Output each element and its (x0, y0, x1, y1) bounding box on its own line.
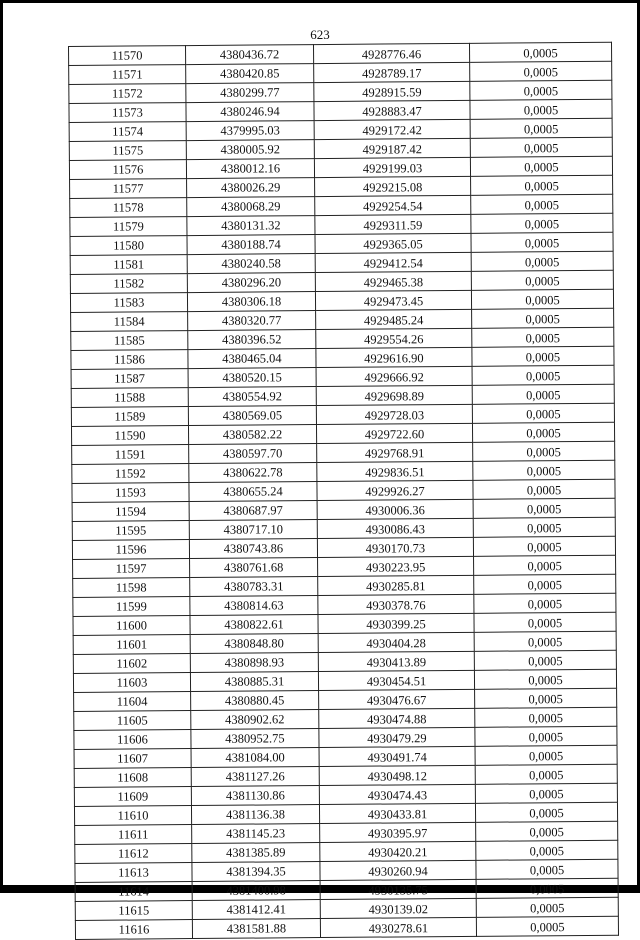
point-number-cell: 11608 (74, 768, 191, 788)
y-coordinate-cell: 4930476.67 (319, 689, 475, 709)
point-number-cell: 11592 (72, 464, 189, 484)
x-coordinate-cell: 4380822.61 (190, 615, 318, 635)
page-number: 623 (310, 27, 330, 42)
x-coordinate-cell: 4380240.58 (187, 254, 315, 274)
x-coordinate-cell: 4381581.88 (192, 919, 320, 939)
value-cell: 0,0005 (472, 384, 614, 404)
value-cell: 0,0005 (472, 308, 614, 328)
x-coordinate-cell: 4380655.24 (189, 482, 317, 502)
value-cell: 0,0005 (475, 802, 617, 822)
x-coordinate-cell: 4379995.03 (186, 121, 314, 141)
y-coordinate-cell: 4929311.59 (315, 214, 471, 234)
value-cell: 0,0005 (476, 840, 618, 860)
value-cell: 0,0005 (472, 346, 614, 366)
point-number-cell: 11614 (75, 882, 192, 902)
table-body (69, 42, 619, 939)
y-coordinate-cell: 4930139.02 (320, 898, 476, 918)
point-number-cell: 11609 (74, 787, 191, 807)
y-coordinate-cell: 4929215.08 (315, 176, 471, 196)
x-coordinate-cell: 4381412.41 (192, 900, 320, 920)
point-number-cell: 11607 (74, 749, 191, 769)
y-coordinate-cell: 4930285.81 (318, 575, 474, 595)
x-coordinate-cell: 4380465.04 (188, 349, 316, 369)
value-cell: 0,0005 (473, 536, 615, 556)
y-coordinate-cell: 4929666.92 (316, 366, 472, 386)
point-number-cell: 11588 (71, 388, 188, 408)
point-number-cell: 11598 (73, 578, 190, 598)
x-coordinate-cell: 4380814.63 (190, 596, 318, 616)
point-number-cell: 11570 (69, 46, 186, 66)
point-number-cell: 11581 (70, 255, 187, 275)
value-cell: 0,0005 (472, 327, 614, 347)
y-coordinate-cell: 4929616.90 (316, 347, 472, 367)
x-coordinate-cell: 4381145.23 (192, 824, 320, 844)
y-coordinate-cell: 4930474.88 (319, 708, 475, 728)
y-coordinate-cell: 4929554.26 (316, 328, 472, 348)
x-coordinate-cell: 4380026.29 (187, 178, 315, 198)
x-coordinate-cell: 4380622.78 (189, 463, 317, 483)
x-coordinate-cell: 4380848.80 (190, 634, 318, 654)
point-number-cell: 11610 (74, 806, 191, 826)
value-cell: 0,0005 (474, 555, 616, 575)
y-coordinate-cell: 4930223.95 (318, 556, 474, 576)
value-cell: 0,0005 (470, 80, 612, 100)
value-cell: 0,0005 (469, 42, 611, 62)
y-coordinate-cell: 4929728.03 (316, 404, 472, 424)
value-cell: 0,0005 (475, 688, 617, 708)
value-cell: 0,0005 (470, 156, 612, 176)
y-coordinate-cell: 4930433.81 (319, 803, 475, 823)
y-coordinate-cell: 4930006.36 (317, 499, 473, 519)
x-coordinate-cell: 4380783.31 (190, 577, 318, 597)
y-coordinate-cell: 4929926.27 (317, 480, 473, 500)
x-coordinate-cell: 4380743.86 (189, 539, 317, 559)
value-cell: 0,0005 (473, 517, 615, 537)
x-coordinate-cell: 4380320.77 (188, 311, 316, 331)
x-coordinate-cell: 4380396.52 (188, 330, 316, 350)
value-cell: 0,0005 (471, 213, 613, 233)
value-cell: 0,0005 (473, 460, 615, 480)
y-coordinate-cell: 4929836.51 (317, 461, 473, 481)
value-cell: 0,0005 (475, 783, 617, 803)
point-number-cell: 11591 (72, 445, 189, 465)
point-number-cell: 11574 (69, 122, 186, 142)
point-number-cell: 11584 (71, 312, 188, 332)
value-cell: 0,0005 (473, 441, 615, 461)
x-coordinate-cell: 4381084.00 (191, 748, 319, 768)
value-cell: 0,0005 (476, 897, 618, 917)
x-coordinate-cell: 4381385.89 (192, 843, 320, 863)
coordinates-table (68, 42, 619, 940)
table-row (75, 916, 618, 939)
value-cell: 0,0005 (472, 365, 614, 385)
value-cell: 0,0005 (472, 403, 614, 423)
point-number-cell: 11602 (73, 654, 190, 674)
value-cell: 0,0005 (471, 232, 613, 252)
x-coordinate-cell: 4380131.32 (187, 216, 315, 236)
x-coordinate-cell: 4380597.70 (189, 444, 317, 464)
y-coordinate-cell: 4929465.38 (315, 271, 471, 291)
point-number-cell: 11572 (69, 84, 186, 104)
y-coordinate-cell: 4928776.46 (313, 43, 469, 63)
point-number-cell: 11612 (75, 844, 192, 864)
point-number-cell: 11596 (72, 540, 189, 560)
point-number-cell: 11594 (72, 502, 189, 522)
value-cell: 0,0005 (474, 593, 616, 613)
value-cell: 0,0005 (470, 118, 612, 138)
x-coordinate-cell: 4380012.16 (186, 159, 314, 179)
point-number-cell: 11611 (75, 825, 192, 845)
value-cell: 0,0005 (470, 99, 612, 119)
value-cell: 0,0005 (476, 821, 618, 841)
value-cell: 0,0005 (476, 878, 618, 898)
y-coordinate-cell: 4930170.73 (317, 537, 473, 557)
point-number-cell: 11589 (71, 407, 188, 427)
x-coordinate-cell: 4380520.15 (188, 368, 316, 388)
point-number-cell: 11603 (73, 673, 190, 693)
value-cell: 0,0005 (473, 498, 615, 518)
value-cell: 0,0005 (475, 707, 617, 727)
point-number-cell: 11583 (70, 293, 187, 313)
value-cell: 0,0005 (471, 175, 613, 195)
point-number-cell: 11585 (71, 331, 188, 351)
value-cell: 0,0005 (473, 479, 615, 499)
point-number-cell: 11580 (70, 236, 187, 256)
x-coordinate-cell: 4380306.18 (187, 292, 315, 312)
y-coordinate-cell: 4930278.61 (320, 917, 476, 937)
x-coordinate-cell: 4380068.29 (187, 197, 315, 217)
x-coordinate-cell: 4380687.97 (189, 501, 317, 521)
point-number-cell: 11571 (69, 65, 186, 85)
point-number-cell: 11575 (69, 141, 186, 161)
value-cell: 0,0005 (476, 859, 618, 879)
y-coordinate-cell: 4930404.28 (318, 632, 474, 652)
y-coordinate-cell: 4929698.89 (316, 385, 472, 405)
point-number-cell: 11604 (74, 692, 191, 712)
scan-border-left (0, 0, 3, 893)
value-cell: 0,0005 (471, 289, 613, 309)
point-number-cell: 11615 (75, 901, 192, 921)
y-coordinate-cell: 4930498.12 (319, 765, 475, 785)
y-coordinate-cell: 4929199.03 (314, 157, 470, 177)
value-cell: 0,0005 (471, 270, 613, 290)
point-number-cell: 11599 (73, 597, 190, 617)
x-coordinate-cell: 4380952.75 (191, 729, 319, 749)
point-number-cell: 11605 (74, 711, 191, 731)
value-cell: 0,0005 (475, 764, 617, 784)
point-number-cell: 11601 (73, 635, 190, 655)
x-coordinate-cell: 4380880.45 (191, 691, 319, 711)
value-cell: 0,0005 (470, 61, 612, 81)
y-coordinate-cell: 4930474.43 (319, 784, 475, 804)
value-cell: 0,0005 (471, 194, 613, 214)
point-number-cell: 11593 (72, 483, 189, 503)
x-coordinate-cell: 4381127.26 (191, 767, 319, 787)
point-number-cell: 11616 (75, 920, 192, 940)
x-coordinate-cell: 4380299.77 (186, 83, 314, 103)
coordinates-table-container (68, 42, 618, 940)
x-coordinate-cell: 4380717.10 (189, 520, 317, 540)
y-coordinate-cell: 4929768.91 (317, 442, 473, 462)
x-coordinate-cell: 4380554.92 (188, 387, 316, 407)
point-number-cell: 11577 (70, 179, 187, 199)
y-coordinate-cell: 4930135.75 (320, 879, 476, 899)
y-coordinate-cell: 4929172.42 (314, 119, 470, 139)
value-cell: 0,0005 (472, 422, 614, 442)
y-coordinate-cell: 4929365.05 (315, 233, 471, 253)
y-coordinate-cell: 4928789.17 (314, 62, 470, 82)
point-number-cell: 11597 (73, 559, 190, 579)
value-cell: 0,0005 (475, 726, 617, 746)
y-coordinate-cell: 4928915.59 (314, 81, 470, 101)
point-number-cell: 11582 (70, 274, 187, 294)
value-cell: 0,0005 (474, 574, 616, 594)
point-number-cell: 11587 (71, 369, 188, 389)
y-coordinate-cell: 4929722.60 (316, 423, 472, 443)
y-coordinate-cell: 4930420.21 (320, 841, 476, 861)
value-cell: 0,0005 (471, 251, 613, 271)
x-coordinate-cell: 4381136.38 (191, 805, 319, 825)
value-cell: 0,0005 (474, 650, 616, 670)
x-coordinate-cell: 4380296.20 (187, 273, 315, 293)
x-coordinate-cell: 4380246.94 (186, 102, 314, 122)
point-number-cell: 11576 (69, 160, 186, 180)
value-cell: 0,0005 (470, 137, 612, 157)
y-coordinate-cell: 4928883.47 (314, 100, 470, 120)
x-coordinate-cell: 4380569.05 (188, 406, 316, 426)
scan-border-top (0, 0, 640, 3)
y-coordinate-cell: 4929187.42 (314, 138, 470, 158)
x-coordinate-cell: 4381400.98 (192, 881, 320, 901)
y-coordinate-cell: 4930413.89 (318, 651, 474, 671)
y-coordinate-cell: 4929254.54 (315, 195, 471, 215)
y-coordinate-cell: 4930491.74 (319, 746, 475, 766)
point-number-cell: 11578 (70, 198, 187, 218)
x-coordinate-cell: 4380436.72 (186, 45, 314, 65)
x-coordinate-cell: 4380885.31 (190, 672, 318, 692)
point-number-cell: 11579 (70, 217, 187, 237)
value-cell: 0,0005 (476, 916, 618, 936)
y-coordinate-cell: 4930399.25 (318, 613, 474, 633)
y-coordinate-cell: 4929485.24 (316, 309, 472, 329)
x-coordinate-cell: 4380761.68 (190, 558, 318, 578)
value-cell: 0,0005 (474, 612, 616, 632)
y-coordinate-cell: 4930260.94 (320, 860, 476, 880)
x-coordinate-cell: 4381394.35 (192, 862, 320, 882)
y-coordinate-cell: 4930395.97 (320, 822, 476, 842)
x-coordinate-cell: 4380005.92 (186, 140, 314, 160)
point-number-cell: 11586 (71, 350, 188, 370)
y-coordinate-cell: 4930479.29 (319, 727, 475, 747)
point-number-cell: 11595 (72, 521, 189, 541)
point-number-cell: 11600 (73, 616, 190, 636)
y-coordinate-cell: 4929412.54 (315, 252, 471, 272)
value-cell: 0,0005 (474, 631, 616, 651)
point-number-cell: 11590 (71, 426, 188, 446)
y-coordinate-cell: 4930454.51 (318, 670, 474, 690)
point-number-cell: 11573 (69, 103, 186, 123)
x-coordinate-cell: 4380898.93 (190, 653, 318, 673)
y-coordinate-cell: 4929473.45 (315, 290, 471, 310)
point-number-cell: 11613 (75, 863, 192, 883)
y-coordinate-cell: 4930086.43 (317, 518, 473, 538)
x-coordinate-cell: 4381130.86 (191, 786, 319, 806)
value-cell: 0,0005 (474, 669, 616, 689)
x-coordinate-cell: 4380188.74 (187, 235, 315, 255)
point-number-cell: 11606 (74, 730, 191, 750)
x-coordinate-cell: 4380902.62 (191, 710, 319, 730)
x-coordinate-cell: 4380582.22 (188, 425, 316, 445)
value-cell: 0,0005 (475, 745, 617, 765)
x-coordinate-cell: 4380420.85 (186, 64, 314, 84)
y-coordinate-cell: 4930378.76 (318, 594, 474, 614)
